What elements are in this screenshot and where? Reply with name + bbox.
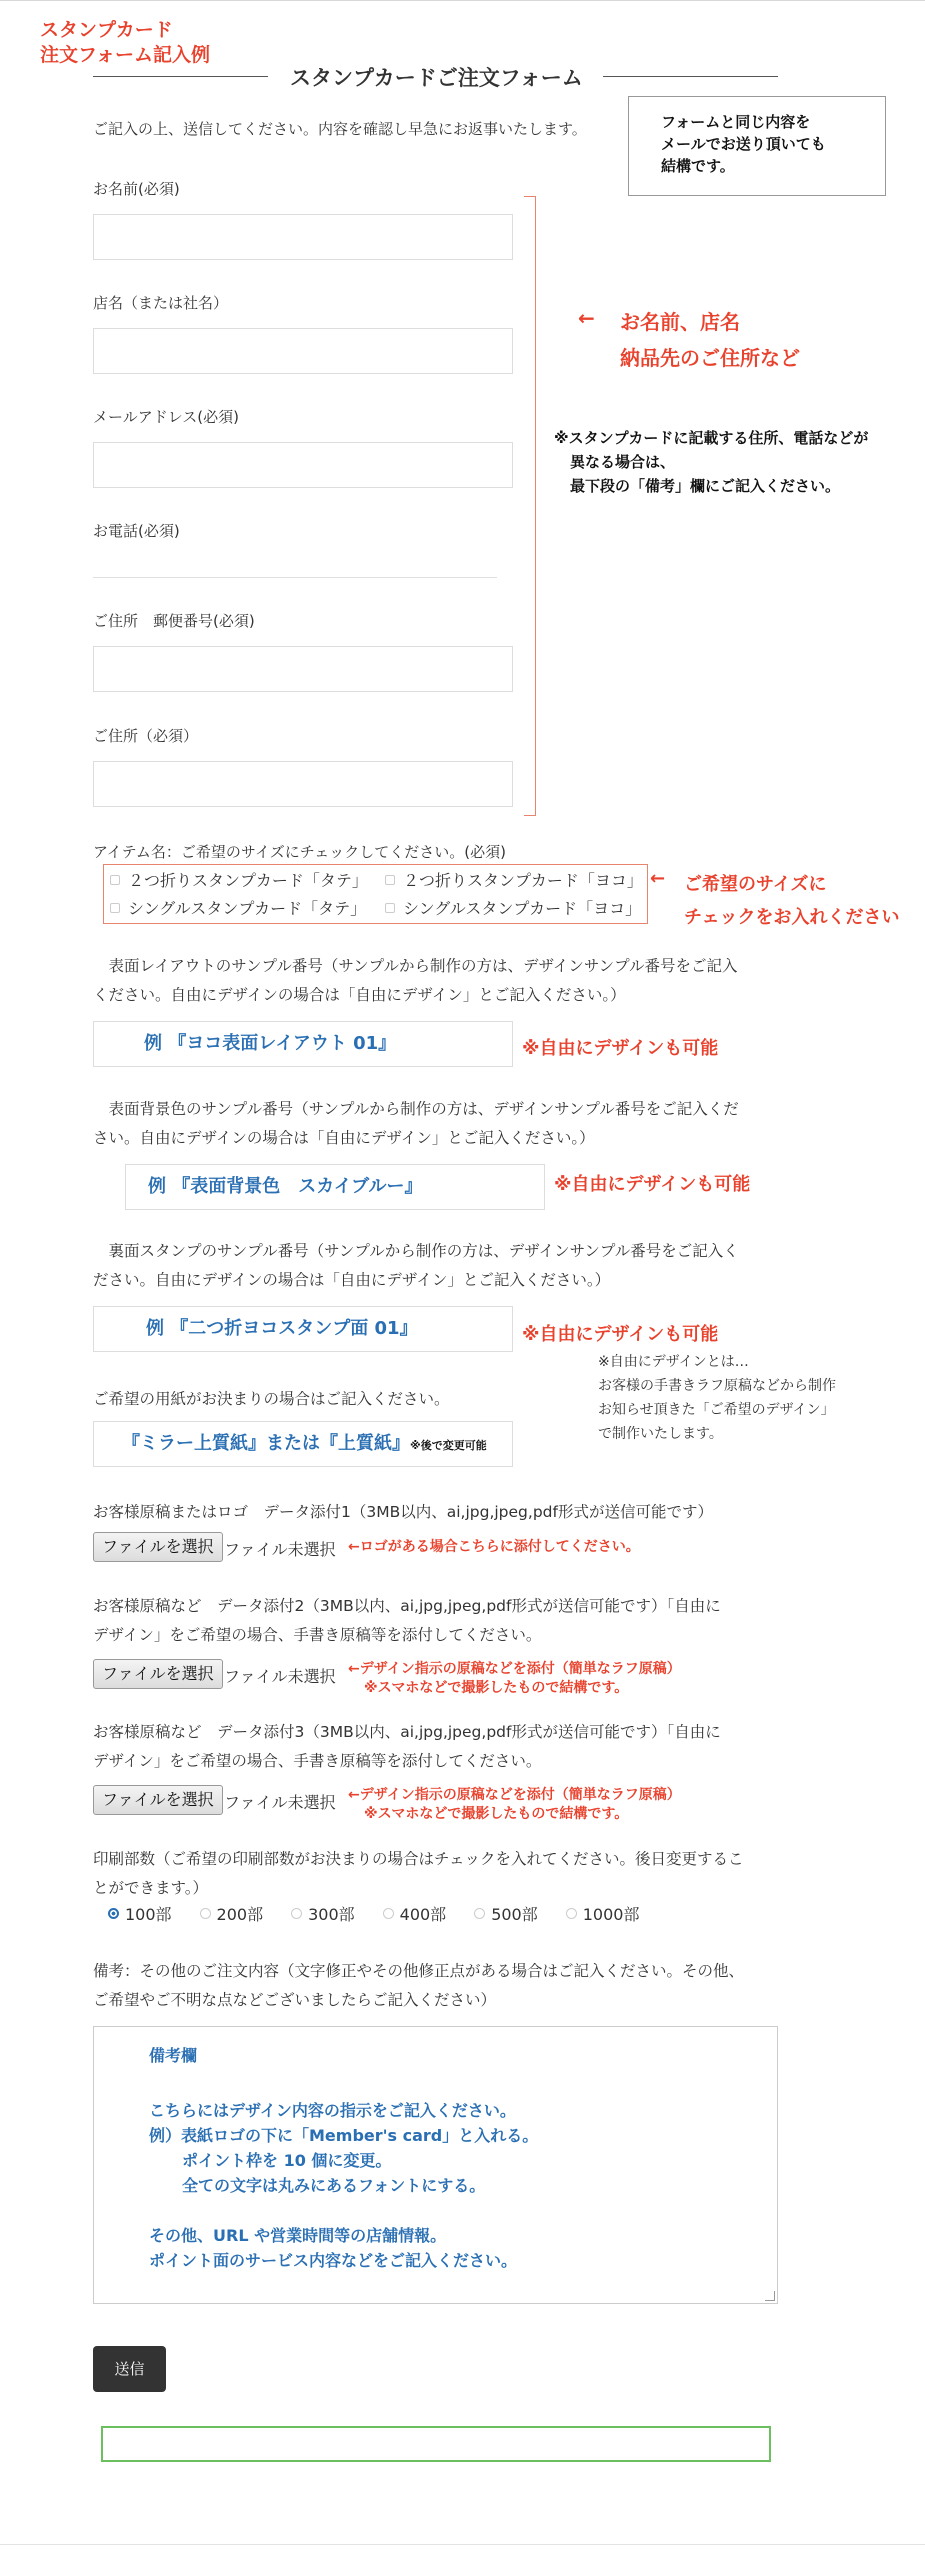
- response-output-box: [101, 2426, 771, 2462]
- zip-input[interactable]: [93, 646, 513, 692]
- store-input[interactable]: [93, 328, 513, 374]
- example-label: [40, 18, 210, 68]
- phone-label: お電話(必須): [93, 522, 180, 540]
- layout-input[interactable]: 例 『ヨコ表面レイアウト 01』: [93, 1021, 513, 1067]
- quantity-label: 印刷部数（ご希望の印刷部数がお決まりの場合はチェックを入れてください。後日変更するこ とができます。）: [93, 1850, 744, 1897]
- bg-input[interactable]: 例 『表面背景色 スカイブルー』: [125, 1164, 545, 1210]
- layout-free-note: ※自由にデザインも可能: [522, 1038, 719, 1059]
- radio-500[interactable]: 500部: [474, 1902, 538, 1925]
- radio-200[interactable]: 200部: [200, 1902, 264, 1925]
- phone-input[interactable]: [93, 546, 497, 578]
- address-label: ご住所（必須）: [93, 727, 199, 745]
- size-note-2: チェックをお入れください: [684, 907, 900, 928]
- radio-100[interactable]: 100部: [108, 1902, 172, 1925]
- checkbox-icon[interactable]: [110, 875, 120, 885]
- file3-label: お客様原稿など データ添付3（3MB以内、ai,jpg,jpeg,pdf形式が送信可能です）「自由に デザイン」をご希望の場合、手書き原稿等を添付してください。: [93, 1723, 721, 1770]
- file1-label: お客様原稿またはロゴ データ添付1（3MB以内、ai,jpg,jpeg,pdf形式が送信可能です）: [93, 1503, 713, 1521]
- radio-icon[interactable]: [200, 1908, 211, 1919]
- file1-status: ファイル未選択: [224, 1540, 336, 1559]
- remarks-title: 備考欄: [149, 2046, 198, 2065]
- form-title: スタンプカードご注文フォーム: [290, 66, 583, 90]
- name-input[interactable]: [93, 214, 513, 260]
- remarks-body: こちらにはデザイン内容の指示をご記入ください。 例）表紙ロゴの下に「Member's card」と入れる。 ポイント枠を 10 個に変更。 全ての文字は丸みにあるフォントにする。 その他、URL や営業時間等の店舗情報。 ポイント面のサービス内容などをご記入ください。: [149, 2101, 539, 2270]
- stamp-input[interactable]: 例 『二つ折ヨコスタンプ面 01』: [93, 1306, 513, 1352]
- size-arrow-icon: ←: [650, 868, 666, 889]
- remarks-textarea[interactable]: [93, 2026, 778, 2304]
- quantity-radio-group: [108, 1902, 639, 1925]
- radio-400[interactable]: 400部: [383, 1902, 447, 1925]
- paper-label: ご希望の用紙がお決まりの場合はご記入ください。: [93, 1390, 450, 1408]
- checkbox-single-tate[interactable]: シングルスタンプカード「タテ」: [110, 896, 366, 919]
- radio-300[interactable]: 300部: [291, 1902, 355, 1925]
- address-note: ※スタンプカードに記載する住所、電話などが 異なる場合は、 最下段の「備考」欄にご記入ください。: [554, 429, 869, 495]
- file2-note: ←デザイン指示の原稿などを添付（簡単なラフ原稿） ※スマホなどで撮影したもので結構です。: [348, 1661, 681, 1696]
- name-label: お名前(必須): [93, 180, 180, 198]
- checkbox-icon[interactable]: [110, 903, 120, 913]
- size-note-1: ご希望のサイズに: [684, 874, 827, 895]
- address-input[interactable]: [93, 761, 513, 807]
- radio-1000[interactable]: 1000部: [566, 1902, 640, 1925]
- zip-label: ご住所 郵便番号(必須): [93, 612, 255, 630]
- radio-icon[interactable]: [383, 1908, 394, 1919]
- arrow-icon: ←: [578, 306, 595, 330]
- example-label-line1: スタンプカード: [40, 19, 173, 41]
- name-address-note-1: お名前、店名: [620, 310, 740, 334]
- resize-handle-icon[interactable]: [765, 2291, 775, 2301]
- file3-status: ファイル未選択: [224, 1793, 336, 1812]
- bottom-divider: [0, 2544, 925, 2545]
- file2-status: ファイル未選択: [224, 1667, 336, 1686]
- checkbox-single-yoko[interactable]: シングルスタンプカード「ヨコ」: [385, 896, 641, 919]
- submit-button[interactable]: 送信: [93, 2346, 166, 2392]
- title-rule-left: [93, 76, 268, 77]
- store-label: 店名（または社名）: [93, 294, 229, 312]
- radio-icon[interactable]: [566, 1908, 577, 1919]
- example-label-line2: 注文フォーム記入例: [40, 44, 211, 66]
- checkbox-icon[interactable]: [385, 875, 395, 885]
- file1-note: ←ロゴがある場合こちらに添付してください。: [348, 1539, 640, 1555]
- checkbox-fold-yoko[interactable]: ２つ折りスタンプカード「ヨコ」: [385, 868, 643, 891]
- checkbox-fold-tate[interactable]: ２つ折りスタンプカード「タテ」: [110, 868, 368, 891]
- layout-desc: 表面レイアウトのサンプル番号（サンプルから制作の方は、デザインサンプル番号をご記入 ください。自由にデザインの場合は「自由にデザイン」とご記入ください。）: [93, 957, 738, 1004]
- email-input[interactable]: [93, 442, 513, 488]
- checkbox-icon[interactable]: [385, 903, 395, 913]
- file2-label: お客様原稿など データ添付2（3MB以内、ai,jpg,jpeg,pdf形式が送信可能です）「自由に デザイン」をご希望の場合、手書き原稿等を添付してください。: [93, 1597, 721, 1644]
- file3-note: ←デザイン指示の原稿などを添付（簡単なラフ原稿） ※スマホなどで撮影したもので結構です。: [348, 1787, 681, 1822]
- email-callout: フォームと同じ内容を メールでお送り頂いても 結構です。: [628, 96, 886, 196]
- email-label: メールアドレス(必須): [93, 408, 239, 426]
- name-address-note-2: 納品先のご住所など: [620, 346, 800, 370]
- fields-bracket: [524, 196, 536, 816]
- bg-desc: 表面背景色のサンプル番号（サンプルから制作の方は、デザインサンプル番号をご記入くだ さい。自由にデザインの場合は「自由にデザイン」とご記入ください。）: [93, 1100, 739, 1147]
- paper-input[interactable]: 『ミラー上質紙』または『上質紙』※後で変更可能: [93, 1421, 513, 1467]
- radio-selected-icon[interactable]: [108, 1908, 119, 1919]
- stamp-free-note: ※自由にデザインも可能: [522, 1324, 719, 1345]
- free-design-note: ※自由にデザインとは… お客様の手書きラフ原稿などから制作 お知らせ頂きた「ご希望のデザイン」 で制作いたします。: [598, 1354, 836, 1442]
- top-divider: [0, 0, 925, 1]
- radio-icon[interactable]: [474, 1908, 485, 1919]
- bg-free-note: ※自由にデザインも可能: [554, 1174, 751, 1195]
- file2-select-button[interactable]: ファイルを選択: [93, 1659, 223, 1689]
- remarks-label: 備考：その他のご注文内容（文字修正やその他修正点がある場合はご記入ください。その他、 ご希望やご不明な点などございましたらご記入ください）: [93, 1962, 745, 2009]
- radio-icon[interactable]: [291, 1908, 302, 1919]
- file3-select-button[interactable]: ファイルを選択: [93, 1785, 223, 1815]
- file1-select-button[interactable]: ファイルを選択: [93, 1532, 223, 1562]
- intro-text: ご記入の上、送信してください。内容を確認し早急にお返事いたします。: [93, 120, 587, 138]
- item-label: アイテム名：ご希望のサイズにチェックしてください。(必須): [93, 843, 506, 861]
- title-rule-right: [603, 76, 778, 77]
- stamp-desc: 裏面スタンプのサンプル番号（サンプルから制作の方は、デザインサンプル番号をご記入く ださい。自由にデザインの場合は「自由にデザイン」とご記入ください。）: [93, 1242, 739, 1289]
